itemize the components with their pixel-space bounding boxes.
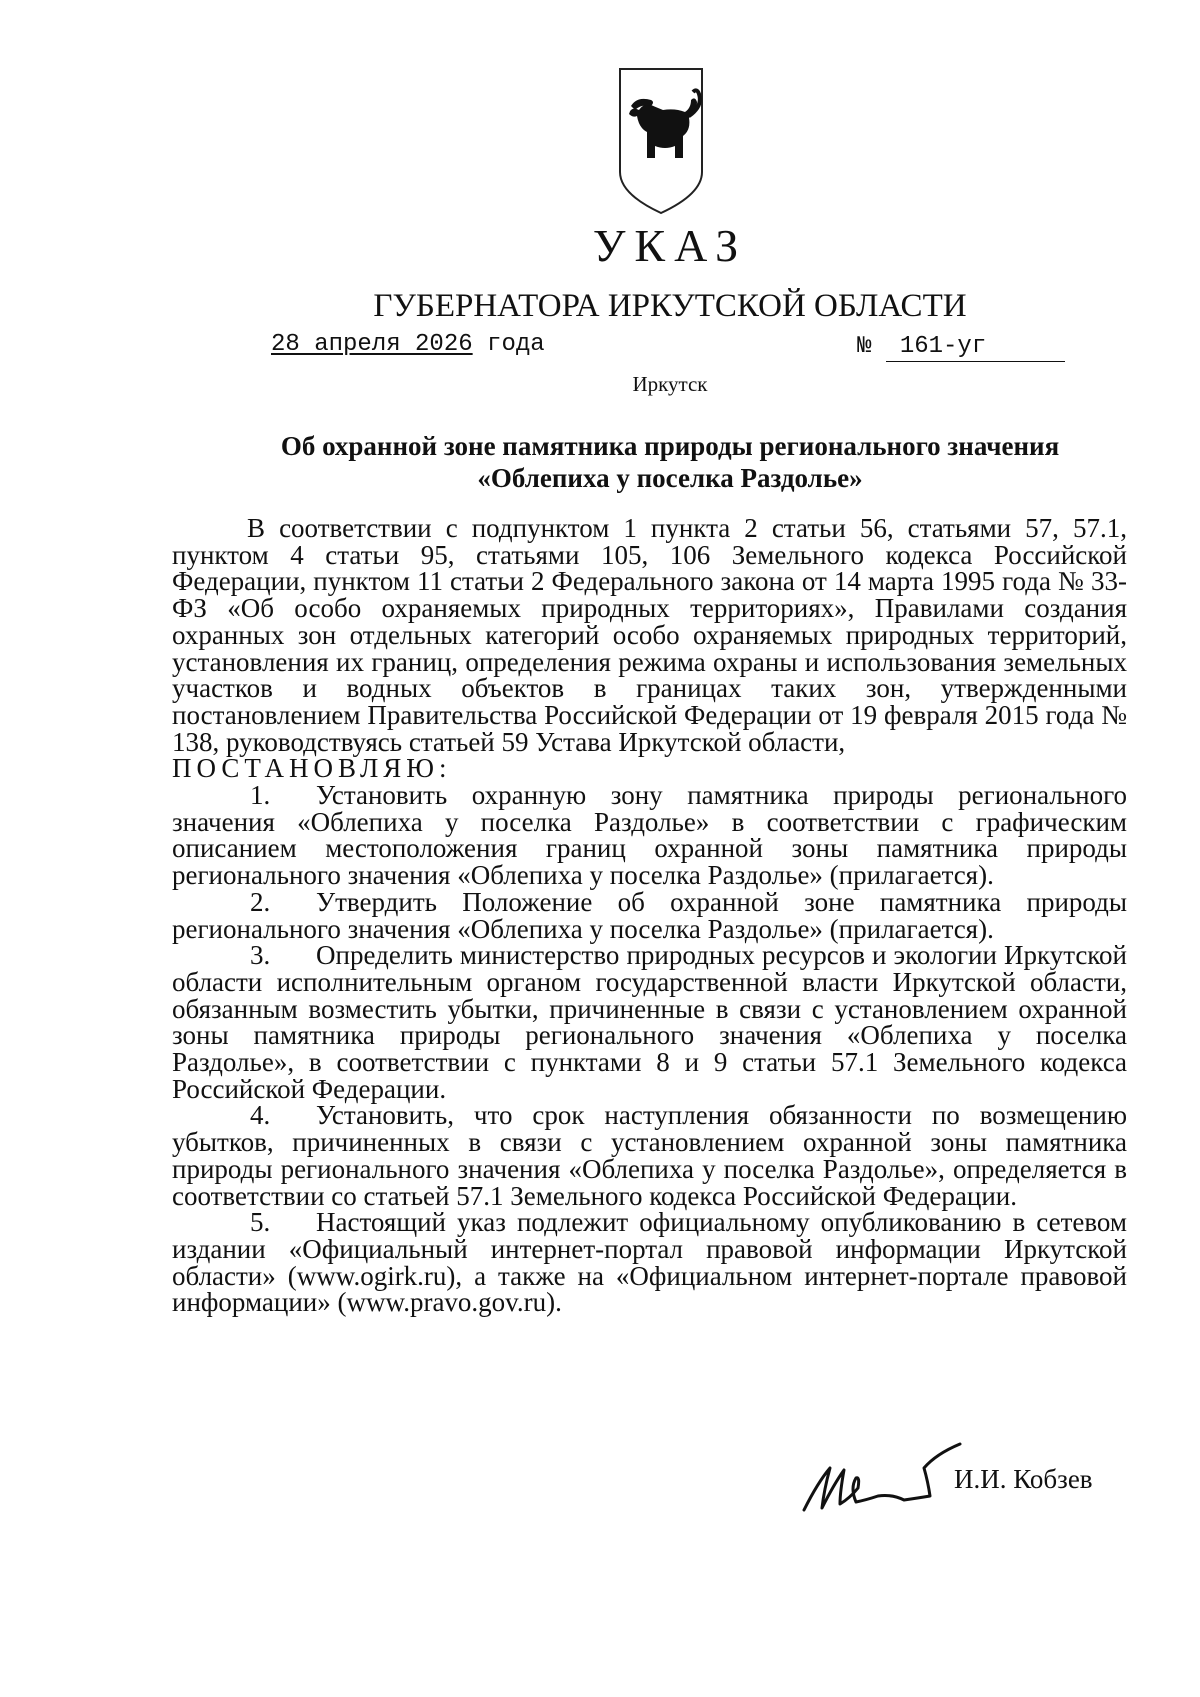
list-item xyxy=(172,782,1127,889)
list-item xyxy=(172,886,1127,944)
item-text: Настоящий указ подлежит официальному опубликованию в сетевом издании «Официальный интернет-портал правовой информации Иркутской области» (www.ogirk.ru), а также на «Официальном интернет-портале правовой информации» (www.pravo.gov.ru). xyxy=(172,1207,1127,1318)
preamble-paragraph: В соответствии с подпунктом 1 пункта 2 статьи 56, статьями 57, 57.1, пунктом 4 статьи 95, статьями 105, 106 Земельного кодекса Российской Федерации, пунктом 11 статьи 2 Федерального закона от 14 марта 1995 года № 33-ФЗ «Об особо охраняемых природных территориях», Правилами создания охранных зон отдельных категорий особо охраняемых природных территорий, установления их границ, определения режима охраны и использования земельных участков и водных объектов в границах таких зон, утвержденными постановлением Правительства Российской Федерации от 19 февраля 2015 года № 138, руководствуясь статьей 59 Устава Иркутской области, xyxy=(172,513,1127,757)
issuing-authority: ГУБЕРНАТОРА ИРКУТСКОЙ ОБЛАСТИ xyxy=(373,288,967,324)
decree-title xyxy=(170,430,1170,494)
signer-name: И.И. Кобзев xyxy=(954,1464,1093,1494)
item-number: 2. xyxy=(250,886,271,917)
date-value: 28 апреля 2026 xyxy=(271,331,473,358)
list-item xyxy=(172,1102,1127,1209)
decree-body xyxy=(172,515,1127,1316)
item-text: Утвердить Положение об охранной зоне памятника природы регионального значения «Облепиха у поселка Раздолье» (прилагается). xyxy=(172,886,1127,944)
city-name: Иркутск xyxy=(632,372,708,396)
item-number: 5. xyxy=(250,1207,271,1238)
item-text: Установить, что срок наступления обязанности по возмещению убытков, причиненных в связи с установлением охранной зоны памятника природы регионального значения «Облепиха у поселка Раздолье», определяется в соответствии со статьей 57.1 Земельного кодекса Российской Федерации. xyxy=(172,1100,1127,1211)
title-line-2: «Облепиха у поселка Раздолье» xyxy=(477,463,863,493)
list-item xyxy=(172,1209,1127,1316)
decree-date xyxy=(271,333,545,357)
handwritten-signature-icon xyxy=(800,1438,970,1516)
list-item xyxy=(172,942,1127,1102)
item-number: 4. xyxy=(250,1100,271,1131)
title-line-1: Об охранной зоне памятника природы регионального значения xyxy=(280,431,1060,461)
item-text: Определить министерство природных ресурсов и экологии Иркутской области исполнительным органом государственной власти Иркутской области, обязанным возместить убытки, причиненные в связи с установлением охранной зоны памятника природы регионального значения «Облепиха у поселка Раздолье», в соответствии с пунктами 8 и 9 статьи 57.1 Земельного кодекса Российской Федерации. xyxy=(172,940,1127,1104)
item-text: Установить охранную зону памятника природы регионального значения «Облепиха у поселка Раздолье» в соответствии с графическим описанием местоположения границ охранной зоны памятника природы регионального значения «Облепиха у поселка Раздолье» (прилагается). xyxy=(172,780,1127,891)
decree-number xyxy=(857,335,1065,362)
number-value: 161-уг xyxy=(886,335,1065,362)
item-number: 3. xyxy=(250,940,271,971)
coat-of-arms-icon xyxy=(617,66,705,216)
date-suffix: года xyxy=(487,331,545,358)
number-sign: № xyxy=(857,333,872,360)
resolve-heading: ПОСТАНОВЛЯЮ: xyxy=(172,753,452,784)
item-number: 1. xyxy=(250,780,271,811)
document-type: УКАЗ xyxy=(592,220,748,271)
